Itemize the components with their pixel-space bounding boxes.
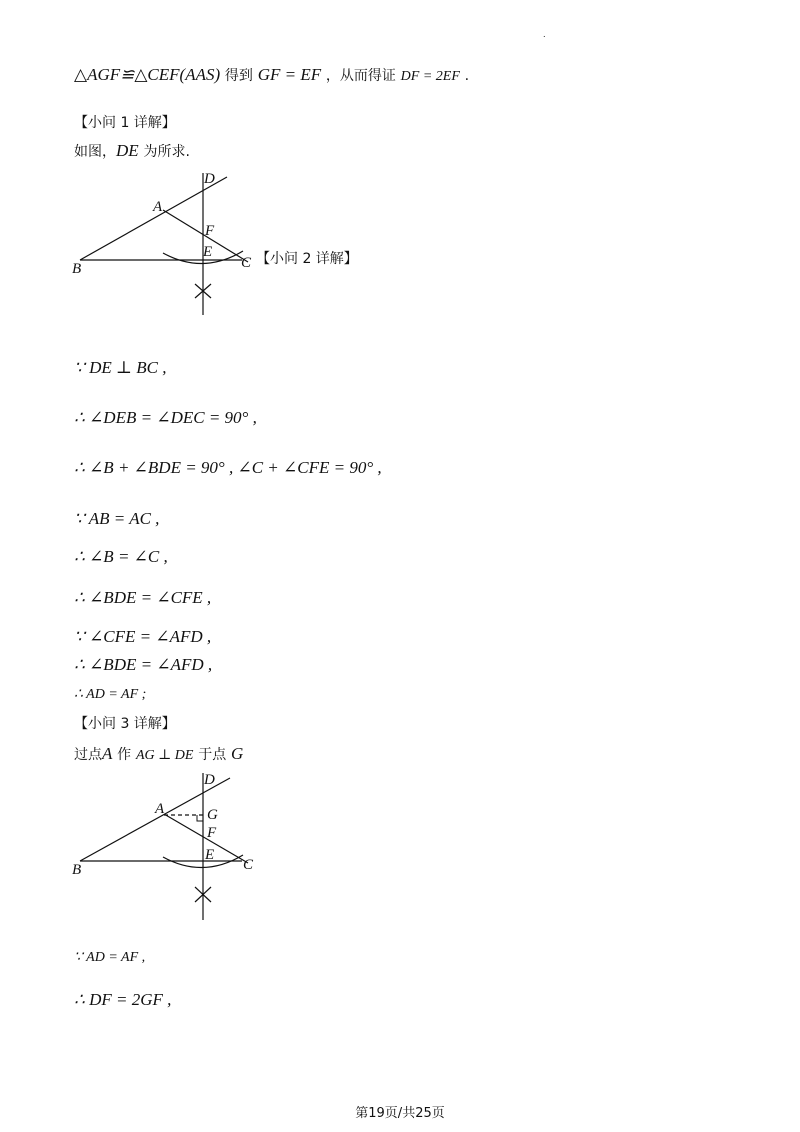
fig1-label-f: F	[205, 223, 215, 239]
proof2-line-7: ∵ ∠CFE = ∠AFD ,	[74, 627, 212, 646]
q3-math-g: G	[231, 744, 244, 763]
proof2-line-1: ∵ DE ⊥ BC ,	[74, 358, 167, 377]
q3-text	[74, 745, 243, 763]
intro-math-gf-ef: GF = EF	[257, 65, 322, 84]
fig2-right-angle-mark	[197, 815, 203, 821]
top-dot: .	[543, 30, 546, 39]
figure-2	[60, 765, 270, 930]
q2-header: 【小问 2 详解】	[256, 251, 358, 267]
intro-math-df: DF = 2EF	[400, 69, 460, 84]
fig1-label-d: D	[204, 171, 215, 187]
intro-text-1: 得到	[224, 68, 253, 84]
q3-text-3: 于点	[198, 747, 227, 763]
fig2-label-e: E	[205, 847, 215, 863]
q1-header: 【小问 1 详解】	[74, 115, 176, 131]
proof3-line-1: ∵ AD = AF ,	[74, 950, 146, 965]
q1-text	[74, 142, 190, 159]
q3-text-2: 作	[117, 747, 132, 763]
proof2-line-4: ∵ AB = AC ,	[74, 509, 160, 528]
proof2-line-5: ∴ ∠B = ∠C ,	[74, 547, 168, 566]
figure-1	[60, 165, 260, 325]
fig1-label-c: C	[241, 255, 252, 271]
fig2-label-a: A	[155, 801, 165, 817]
q3-header: 【小问 3 详解】	[74, 716, 176, 732]
q1-text-1: 如图，	[74, 144, 116, 160]
intro-text-2: ，从而得证	[325, 68, 396, 84]
proof2-line-2: ∴ ∠DEB = ∠DEC = 90° ,	[74, 408, 257, 427]
proof2-line-6: ∴ ∠BDE = ∠CFE ,	[74, 588, 212, 607]
fig2-label-g: G	[207, 807, 218, 823]
q1-text-2: 为所求.	[143, 144, 190, 160]
fig1-label-b: B	[72, 261, 82, 277]
intro-end: .	[464, 68, 470, 84]
page-footer: 第19页/共25页	[355, 1106, 445, 1121]
intro-line	[74, 66, 469, 84]
proof3-line-2: ∴ DF = 2GF ,	[74, 990, 172, 1009]
fig2-label-f: F	[207, 825, 217, 841]
proof2-line-8: ∴ ∠BDE = ∠AFD ,	[74, 655, 213, 674]
q1-math-de: DE	[116, 141, 139, 160]
fig2-label-c: C	[243, 857, 254, 873]
fig1-label-e: E	[203, 244, 213, 260]
proof2-line-3: ∴ ∠B + ∠BDE = 90° , ∠C + ∠CFE = 90° ,	[74, 458, 382, 477]
q3-text-1: 过点	[74, 747, 102, 763]
q3-math-ag-de: AG ⊥ DE	[135, 748, 194, 763]
fig1-label-a: A	[153, 199, 163, 215]
fig2-label-d: D	[204, 772, 215, 788]
q3-math-a: A	[102, 744, 113, 763]
intro-math-congruence: △AGF≌△CEF(AAS)	[74, 65, 221, 84]
proof2-line-9: ∴ AD = AF ;	[74, 687, 147, 702]
fig2-label-b: B	[72, 862, 82, 878]
